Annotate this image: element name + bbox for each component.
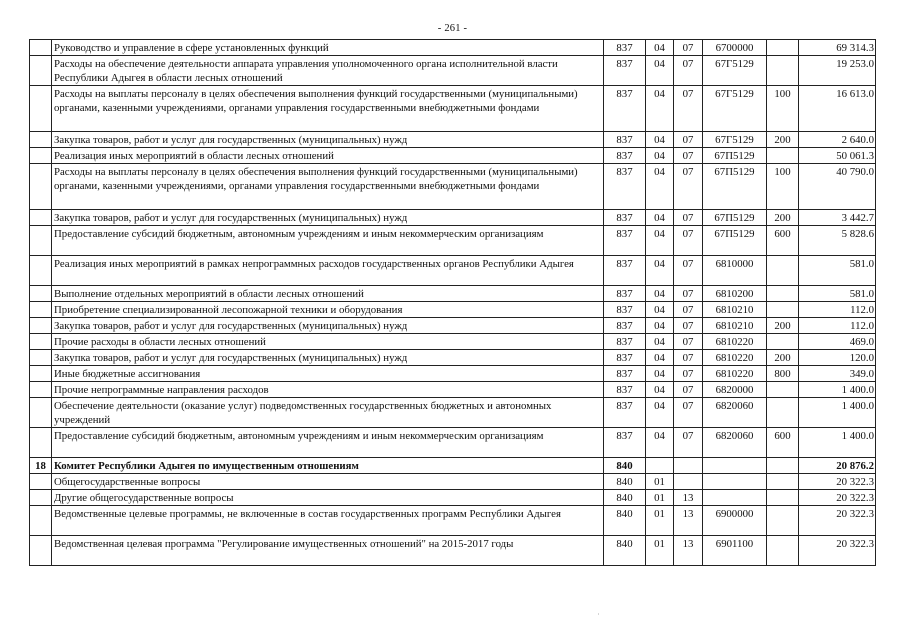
ministry-code-cell: 837	[604, 40, 646, 56]
item-name-cell: Реализация иных мероприятий в рамках непрограммных расходов государственных органов Республики Адыгея	[52, 256, 604, 286]
row-number-cell	[30, 86, 52, 132]
table-row	[30, 382, 876, 398]
amount-cell: 20 322.3	[799, 536, 876, 566]
amount-cell: 1 400.0	[799, 382, 876, 398]
ministry-code-cell: 840	[604, 474, 646, 490]
item-name-cell: Предоставление субсидий бюджетным, автономным учреждениям и иным некоммерческим организациям	[52, 428, 604, 458]
amount-cell: 5 828.6	[799, 226, 876, 256]
expense-type-cell	[767, 458, 799, 474]
table-row	[30, 40, 876, 56]
section-code-cell: 04	[646, 40, 674, 56]
ministry-code-cell: 840	[604, 458, 646, 474]
row-number-cell	[30, 428, 52, 458]
ministry-code-cell: 837	[604, 164, 646, 210]
amount-cell: 581.0	[799, 286, 876, 302]
subsection-code-cell: 07	[674, 210, 703, 226]
target-article-cell	[703, 458, 767, 474]
page-number: - 261 -	[437, 23, 468, 34]
expense-type-cell: 200	[767, 350, 799, 366]
row-number-cell	[30, 132, 52, 148]
expense-type-cell	[767, 286, 799, 302]
row-number-cell	[30, 302, 52, 318]
section-code-cell: 04	[646, 382, 674, 398]
table-row	[30, 350, 876, 366]
ministry-code-cell: 837	[604, 398, 646, 428]
subsection-code-cell: 07	[674, 256, 703, 286]
subsection-code-cell	[674, 458, 703, 474]
expense-type-cell	[767, 398, 799, 428]
amount-cell: 20 322.3	[799, 506, 876, 536]
target-article-cell: 6810220	[703, 350, 767, 366]
table-row	[30, 536, 876, 566]
expense-type-cell	[767, 302, 799, 318]
table-row	[30, 302, 876, 318]
subsection-code-cell: 07	[674, 366, 703, 382]
amount-cell: 50 061.3	[799, 148, 876, 164]
amount-cell: 69 314.3	[799, 40, 876, 56]
table-row	[30, 148, 876, 164]
row-number-cell	[30, 536, 52, 566]
ministry-code-cell: 837	[604, 428, 646, 458]
expense-type-cell: 600	[767, 226, 799, 256]
item-name-cell: Руководство и управление в сфере установленных функций	[52, 40, 604, 56]
target-article-cell: 67Г5129	[703, 86, 767, 132]
ministry-code-cell: 837	[604, 148, 646, 164]
item-name-cell: Расходы на выплаты персоналу в целях обеспечения выполнения функций государственными (муниципальными) органами, казенными учреждениями, органами управления государственными внебюджетными фондами	[52, 86, 604, 132]
section-code-cell: 01	[646, 490, 674, 506]
row-number-cell	[30, 226, 52, 256]
expense-type-cell	[767, 382, 799, 398]
item-name-cell: Реализация иных мероприятий в области лесных отношений	[52, 148, 604, 164]
row-number-cell	[30, 506, 52, 536]
amount-cell: 16 613.0	[799, 86, 876, 132]
item-name-cell: Прочие непрограммные направления расходов	[52, 382, 604, 398]
target-article-cell: 67Г5129	[703, 56, 767, 86]
section-code-cell: 01	[646, 474, 674, 490]
subsection-code-cell: 07	[674, 428, 703, 458]
row-number-cell	[30, 56, 52, 86]
subsection-code-cell: 07	[674, 40, 703, 56]
amount-cell: 469.0	[799, 334, 876, 350]
amount-cell: 2 640.0	[799, 132, 876, 148]
target-article-cell: 67П5129	[703, 210, 767, 226]
target-article-cell: 6901100	[703, 536, 767, 566]
subsection-code-cell: 13	[674, 536, 703, 566]
ministry-code-cell: 837	[604, 382, 646, 398]
ministry-code-cell: 837	[604, 334, 646, 350]
table-row	[30, 132, 876, 148]
table-row	[30, 318, 876, 334]
subsection-code-cell: 07	[674, 334, 703, 350]
table-body	[30, 40, 876, 566]
amount-cell: 581.0	[799, 256, 876, 286]
table-row	[30, 398, 876, 428]
row-number-cell	[30, 366, 52, 382]
amount-cell: 40 790.0	[799, 164, 876, 210]
expense-type-cell: 200	[767, 318, 799, 334]
budget-table	[29, 39, 876, 566]
row-number-cell	[30, 382, 52, 398]
item-name-cell: Обеспечение деятельности (оказание услуг) подведомственных государственных бюджетных и автономных учреждений	[52, 398, 604, 428]
table-row	[30, 458, 876, 474]
ministry-code-cell: 840	[604, 490, 646, 506]
section-code-cell: 04	[646, 132, 674, 148]
row-number-cell	[30, 40, 52, 56]
target-article-cell: 6820000	[703, 382, 767, 398]
target-article-cell: 6810200	[703, 286, 767, 302]
target-article-cell: 67П5129	[703, 164, 767, 210]
row-number-cell	[30, 256, 52, 286]
section-code-cell: 04	[646, 302, 674, 318]
amount-cell: 20 876.2	[799, 458, 876, 474]
subsection-code-cell: 07	[674, 148, 703, 164]
target-article-cell	[703, 490, 767, 506]
target-article-cell: 67Г5129	[703, 132, 767, 148]
amount-cell: 20 322.3	[799, 490, 876, 506]
ministry-code-cell: 837	[604, 210, 646, 226]
target-article-cell: 6700000	[703, 40, 767, 56]
ministry-code-cell: 837	[604, 56, 646, 86]
expense-type-cell: 200	[767, 132, 799, 148]
target-article-cell: 67П5129	[703, 226, 767, 256]
section-code-cell	[646, 458, 674, 474]
subsection-code-cell: 07	[674, 286, 703, 302]
item-name-cell: Другие общегосударственные вопросы	[52, 490, 604, 506]
row-number-cell: 18	[30, 458, 52, 474]
item-name-cell: Предоставление субсидий бюджетным, автономным учреждениям и иным некоммерческим организациям	[52, 226, 604, 256]
row-number-cell	[30, 398, 52, 428]
subsection-code-cell: 07	[674, 302, 703, 318]
row-number-cell	[30, 286, 52, 302]
row-number-cell	[30, 490, 52, 506]
section-code-cell: 04	[646, 398, 674, 428]
section-code-cell: 04	[646, 210, 674, 226]
ministry-code-cell: 837	[604, 318, 646, 334]
item-name-cell: Общегосударственные вопросы	[52, 474, 604, 490]
amount-cell: 19 253.0	[799, 56, 876, 86]
row-number-cell	[30, 318, 52, 334]
target-article-cell: 6820060	[703, 428, 767, 458]
table-row	[30, 56, 876, 86]
row-number-cell	[30, 474, 52, 490]
item-name-cell: Ведомственная целевая программа "Регулирование имущественных отношений" на 2015-2017 годы	[52, 536, 604, 566]
subsection-code-cell: 13	[674, 506, 703, 536]
expense-type-cell	[767, 506, 799, 536]
item-name-cell: Расходы на обеспечение деятельности аппарата управления уполномоченного органа исполнительной власти Республики Адыгея в области лесных отношений	[52, 56, 604, 86]
item-name-cell: Иные бюджетные ассигнования	[52, 366, 604, 382]
table-row	[30, 164, 876, 210]
table-row	[30, 506, 876, 536]
expense-type-cell: 800	[767, 366, 799, 382]
target-article-cell	[703, 474, 767, 490]
subsection-code-cell: 07	[674, 350, 703, 366]
section-code-cell: 04	[646, 350, 674, 366]
item-name-cell: Выполнение отдельных мероприятий в области лесных отношений	[52, 286, 604, 302]
table-row	[30, 490, 876, 506]
section-code-cell: 04	[646, 164, 674, 210]
expense-type-cell	[767, 474, 799, 490]
section-code-cell: 04	[646, 366, 674, 382]
expense-type-cell: 100	[767, 164, 799, 210]
section-code-cell: 04	[646, 256, 674, 286]
item-name-cell: Закупка товаров, работ и услуг для государственных (муниципальных) нужд	[52, 350, 604, 366]
expense-type-cell: 100	[767, 86, 799, 132]
expense-type-cell	[767, 256, 799, 286]
table-row	[30, 334, 876, 350]
table-row	[30, 210, 876, 226]
target-article-cell: 6810220	[703, 366, 767, 382]
ministry-code-cell: 840	[604, 536, 646, 566]
ministry-code-cell: 837	[604, 226, 646, 256]
expense-type-cell	[767, 536, 799, 566]
section-code-cell: 04	[646, 86, 674, 132]
section-code-cell: 04	[646, 428, 674, 458]
ministry-code-cell: 837	[604, 350, 646, 366]
amount-cell: 1 400.0	[799, 398, 876, 428]
subsection-code-cell: 07	[674, 318, 703, 334]
row-number-cell	[30, 148, 52, 164]
section-code-cell: 01	[646, 536, 674, 566]
row-number-cell	[30, 350, 52, 366]
expense-type-cell: 600	[767, 428, 799, 458]
table-row	[30, 428, 876, 458]
expense-type-cell	[767, 490, 799, 506]
section-code-cell: 04	[646, 148, 674, 164]
row-number-cell	[30, 334, 52, 350]
subsection-code-cell: 07	[674, 226, 703, 256]
table-row	[30, 86, 876, 132]
table-row	[30, 226, 876, 256]
amount-cell: 1 400.0	[799, 428, 876, 458]
ministry-code-cell: 837	[604, 302, 646, 318]
amount-cell: 20 322.3	[799, 474, 876, 490]
item-name-cell: Приобретение специализированной лесопожарной техники и оборудования	[52, 302, 604, 318]
item-name-cell: Комитет Республики Адыгея по имущественным отношениям	[52, 458, 604, 474]
ministry-code-cell: 837	[604, 286, 646, 302]
subsection-code-cell: 07	[674, 86, 703, 132]
section-code-cell: 04	[646, 286, 674, 302]
expense-type-cell: 200	[767, 210, 799, 226]
subsection-code-cell: 13	[674, 490, 703, 506]
table-row	[30, 366, 876, 382]
item-name-cell: Прочие расходы в области лесных отношений	[52, 334, 604, 350]
subsection-code-cell	[674, 474, 703, 490]
amount-cell: 120.0	[799, 350, 876, 366]
amount-cell: 3 442.7	[799, 210, 876, 226]
scan-mark: ʾ	[597, 612, 600, 622]
amount-cell: 112.0	[799, 318, 876, 334]
table-row	[30, 256, 876, 286]
target-article-cell: 6820060	[703, 398, 767, 428]
row-number-cell	[30, 164, 52, 210]
section-code-cell: 04	[646, 56, 674, 86]
ministry-code-cell: 837	[604, 366, 646, 382]
item-name-cell: Закупка товаров, работ и услуг для государственных (муниципальных) нужд	[52, 132, 604, 148]
expense-type-cell	[767, 56, 799, 86]
table-row	[30, 474, 876, 490]
subsection-code-cell: 07	[674, 56, 703, 86]
ministry-code-cell: 837	[604, 86, 646, 132]
expense-type-cell	[767, 334, 799, 350]
target-article-cell: 67П5129	[703, 148, 767, 164]
section-code-cell: 04	[646, 318, 674, 334]
ministry-code-cell: 840	[604, 506, 646, 536]
subsection-code-cell: 07	[674, 398, 703, 428]
section-code-cell: 04	[646, 334, 674, 350]
subsection-code-cell: 07	[674, 132, 703, 148]
section-code-cell: 04	[646, 226, 674, 256]
ministry-code-cell: 837	[604, 132, 646, 148]
item-name-cell: Закупка товаров, работ и услуг для государственных (муниципальных) нужд	[52, 210, 604, 226]
expense-type-cell	[767, 148, 799, 164]
item-name-cell: Ведомственные целевые программы, не включенные в состав государственных программ Республики Адыгея	[52, 506, 604, 536]
row-number-cell	[30, 210, 52, 226]
target-article-cell: 6810220	[703, 334, 767, 350]
amount-cell: 112.0	[799, 302, 876, 318]
table-row	[30, 286, 876, 302]
item-name-cell: Закупка товаров, работ и услуг для государственных (муниципальных) нужд	[52, 318, 604, 334]
expense-type-cell	[767, 40, 799, 56]
target-article-cell: 6810210	[703, 302, 767, 318]
section-code-cell: 01	[646, 506, 674, 536]
subsection-code-cell: 07	[674, 164, 703, 210]
amount-cell: 349.0	[799, 366, 876, 382]
target-article-cell: 6810000	[703, 256, 767, 286]
target-article-cell: 6810210	[703, 318, 767, 334]
target-article-cell: 6900000	[703, 506, 767, 536]
item-name-cell: Расходы на выплаты персоналу в целях обеспечения выполнения функций государственными (муниципальными) органами, казенными учреждениями, органами управления государственными внебюджетными фондами	[52, 164, 604, 210]
subsection-code-cell: 07	[674, 382, 703, 398]
ministry-code-cell: 837	[604, 256, 646, 286]
